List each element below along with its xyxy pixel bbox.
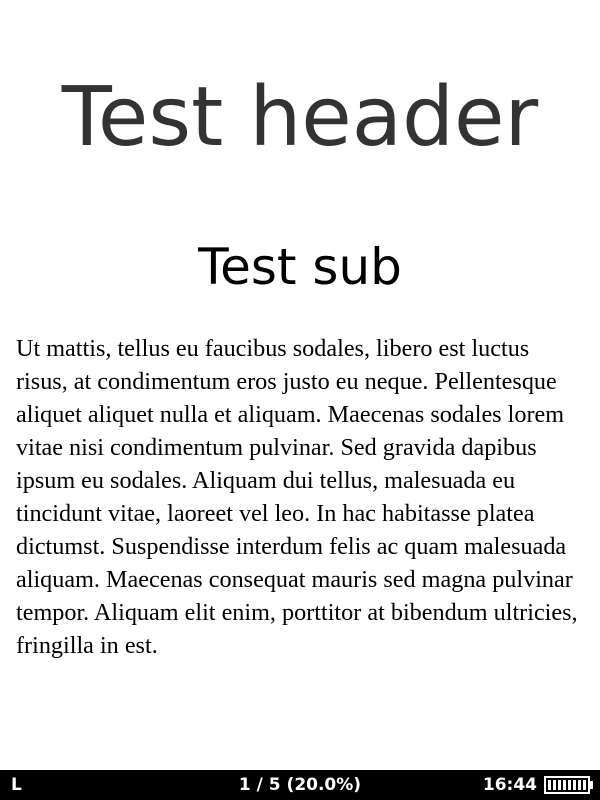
- page-subheader: Test sub: [198, 238, 402, 296]
- status-bar: [0, 770, 600, 800]
- battery-cell: [573, 780, 576, 790]
- battery-cell: [568, 780, 571, 790]
- battery-cell: [563, 780, 566, 790]
- body-paragraph: Ut mattis, tellus eu faucibus sodales, libero est luctus risus, at condimentum eros justo eu neque. Pellentesque aliquet aliquet nulla et aliquam. Maecenas sodales lorem vitae nisi condimentum pulvinar. Sed gravida dapibus ipsum eu sodales. Aliquam dui tellus, malesuada eu tincidunt vitae, laoreet vel leo. In hac habitasse platea dictumst. Suspendisse interdum felis ac quam malesuada aliquam. Maecenas consequat mauris sed magna pulvinar tempor. Aliquam elit enim, porttitor at bibendum ultricies, fringilla in est.: [16, 335, 578, 659]
- battery-cell: [583, 780, 586, 790]
- battery-icon: [544, 776, 594, 794]
- battery-cell: [553, 780, 556, 790]
- status-left-indicator: L: [11, 775, 22, 795]
- page-header: Test header: [61, 70, 539, 165]
- page-progress: 1 / 5 (20.0%): [238, 775, 362, 795]
- battery-cell: [578, 780, 581, 790]
- battery-cell: [548, 780, 551, 790]
- clock: 16:44: [482, 775, 537, 795]
- battery-cell: [558, 780, 561, 790]
